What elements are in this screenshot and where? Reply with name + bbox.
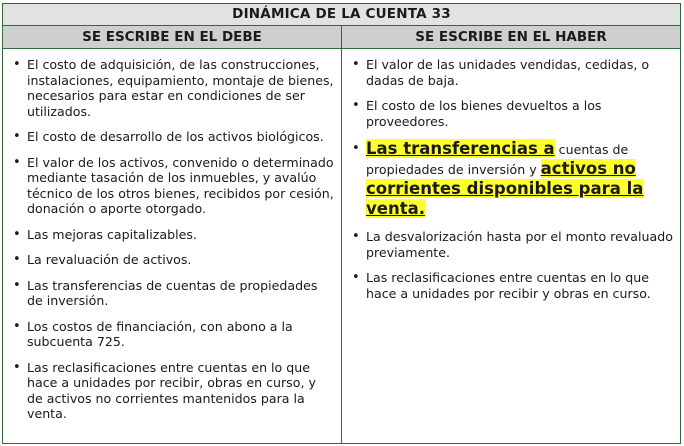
haber-column (342, 49, 680, 443)
debe-list (3, 57, 341, 422)
body-row (3, 49, 680, 443)
debe-item: • Las reclasificaciones entre cuentas en lo que hace a unidades por recibir, obras en curso, y de activos no corrientes mantenidos para la venta. (3, 360, 341, 422)
highlighted-text: activos no corrientes disponibles para la venta (366, 159, 644, 218)
haber-item: • El costo de los bienes devueltos a los proveedores. (342, 98, 680, 129)
debe-item: • El valor de los activos, convenido o determinado mediante tasación de los inmuebles, y avalúo técnico de los otros bienes, recibidos por cesión, donación o aporte otorgado. (3, 155, 341, 217)
haber-item: • Las reclasificaciones entre cuentas en lo que hace a unidades por recibir y obras en curso. (342, 270, 680, 301)
haber-list (342, 57, 680, 301)
haber-item: • La desvalorización hasta por el monto revaluado previamente. (342, 229, 680, 260)
highlighted-text: Las transferencias a (366, 139, 555, 158)
account-dynamics-table (2, 3, 681, 444)
haber-header: SE ESCRIBE EN EL HABER (342, 26, 680, 48)
debe-item: • Las mejoras capitalizables. (3, 227, 341, 243)
debe-column (3, 49, 342, 443)
debe-item: • El costo de desarrollo de los activos biológicos. (3, 129, 341, 145)
haber-item-highlighted (342, 139, 680, 219)
debe-item: • Las transferencias de cuentas de propiedades de inversión. (3, 278, 341, 309)
highlighted-period: . (418, 199, 425, 218)
haber-item: • El valor de las unidades vendidas, cedidas, o dadas de baja. (342, 57, 680, 88)
debe-header: SE ESCRIBE EN EL DEBE (3, 26, 342, 48)
debe-item: • El costo de adquisición, de las construcciones, instalaciones, equipamiento, montaje de bienes, necesarios para estar en condiciones de ser utilizados. (3, 57, 341, 119)
table-title: DINÁMICA DE LA CUENTA 33 (3, 4, 680, 26)
debe-item: • La revaluación de activos. (3, 252, 341, 268)
debe-item: • Los costos de financiación, con abono a la subcuenta 725. (3, 319, 341, 350)
item-text: cuentas de propiedades de inversión y (366, 142, 629, 177)
header-row (3, 26, 680, 49)
